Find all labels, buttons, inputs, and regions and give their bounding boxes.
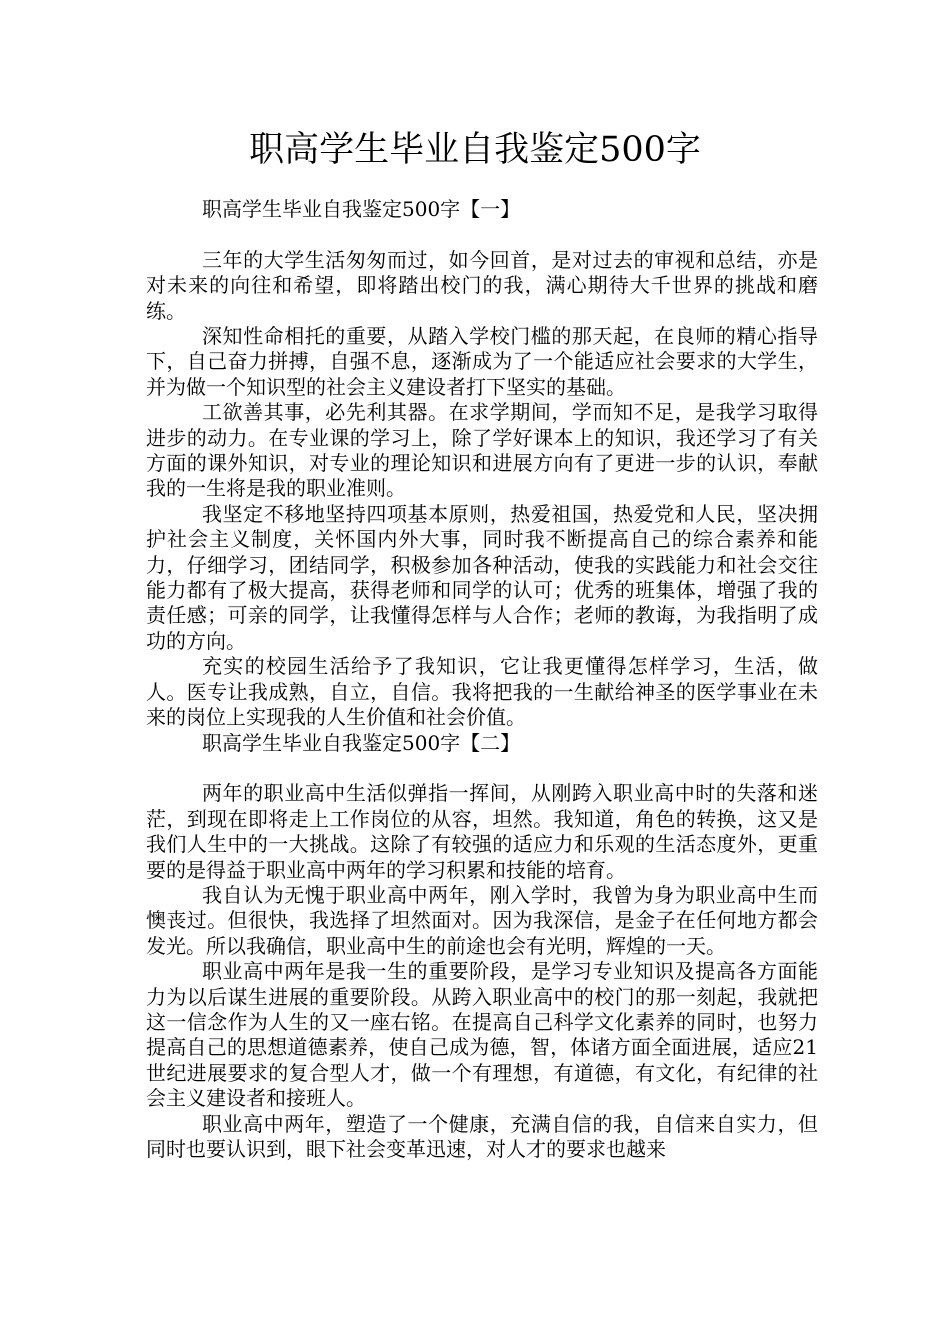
- body-paragraph: 工欲善其事，必先利其器。在求学期间，学而知不足，是我学习取得进步的动力。在专业课的学习上，除了学好课本上的知识，我还学习了有关方面的课外知识，对专业的理论知识和进展方向有了更进一步的认识，奉献我的一生将是我的职业准则。: [146, 400, 818, 501]
- body-paragraph: 三年的大学生活匆匆而过，如今回首，是对过去的审视和总结，亦是对未来的向往和希望，即将踏出校门的我，满心期待大千世界的挑战和磨练。: [146, 247, 818, 323]
- body-paragraph: 职业高中两年是我一生的重要阶段，是学习专业知识及提高各方面能力为以后谋生进展的重要阶段。从跨入职业高中的校门的那一刻起，我就把这一信念作为人生的又一座右铭。在提高自己科学文化素养的同时，也努力提高自己的思想道德素养，使自己成为德，智，体诸方面全面进展，适应21世纪进展要求的复合型人才，做一个有理想，有道德，有文化，有纪律的社会主义建设者和接班人。: [146, 959, 818, 1111]
- body-paragraph: 职业高中两年，塑造了一个健康，充满自信的我，自信来自实力，但同时也要认识到，眼下社会变革迅速，对人才的要求也越来: [146, 1111, 818, 1161]
- body-paragraph: 两年的职业高中生活似弹指一挥间，从刚跨入职业高中时的失落和迷茫，到现在即将走上工作岗位的从容，坦然。我知道，角色的转换，这又是我们人生中的一大挑战。这除了有较强的适应力和乐观的生活态度外，更重要的是得益于职业高中两年的学习积累和技能的培育。: [146, 781, 818, 882]
- section-heading: 职高学生毕业自我鉴定500字【二】: [202, 730, 521, 755]
- body-paragraph: 充实的校园生活给予了我知识，它让我更懂得怎样学习，生活，做人。医专让我成熟，自立，自信。我将把我的一生献给神圣的医学事业在未来的岗位上实现我的人生价值和社会价值。: [146, 654, 818, 730]
- document-body: [146, 197, 818, 1162]
- document-title: 职高学生毕业自我鉴定500字: [249, 130, 701, 170]
- body-paragraph: 深知性命相托的重要，从踏入学校门槛的那天起，在良师的精心指导下，自己奋力拼搏，自强不息，逐渐成为了一个能适应社会要求的大学生，并为做一个知识型的社会主义建设者打下坚实的基础。: [146, 324, 818, 399]
- body-paragraph: 我坚定不移地坚持四项基本原则，热爱祖国，热爱党和人民，坚决拥护社会主义制度，关怀国内外大事，同时我不断提高自己的综合素养和能力，仔细学习，团结同学，积极参加各种活动，使我的实践能力和社会交往能力都有了极大提高，获得老师和同学的认可；优秀的班集体，增强了我的责任感；可亲的同学，让我懂得怎样与人合作；老师的教诲，为我指明了成功的方向。: [146, 501, 818, 653]
- body-paragraph: 我自认为无愧于职业高中两年，刚入学时，我曾为身为职业高中生而懊丧过。但很快，我选择了坦然面对。因为我深信，是金子在任何地方都会发光。所以我确信，职业高中生的前途也会有光明，辉煌的一天。: [146, 882, 818, 958]
- section-heading: 职高学生毕业自我鉴定500字【一】: [202, 197, 521, 221]
